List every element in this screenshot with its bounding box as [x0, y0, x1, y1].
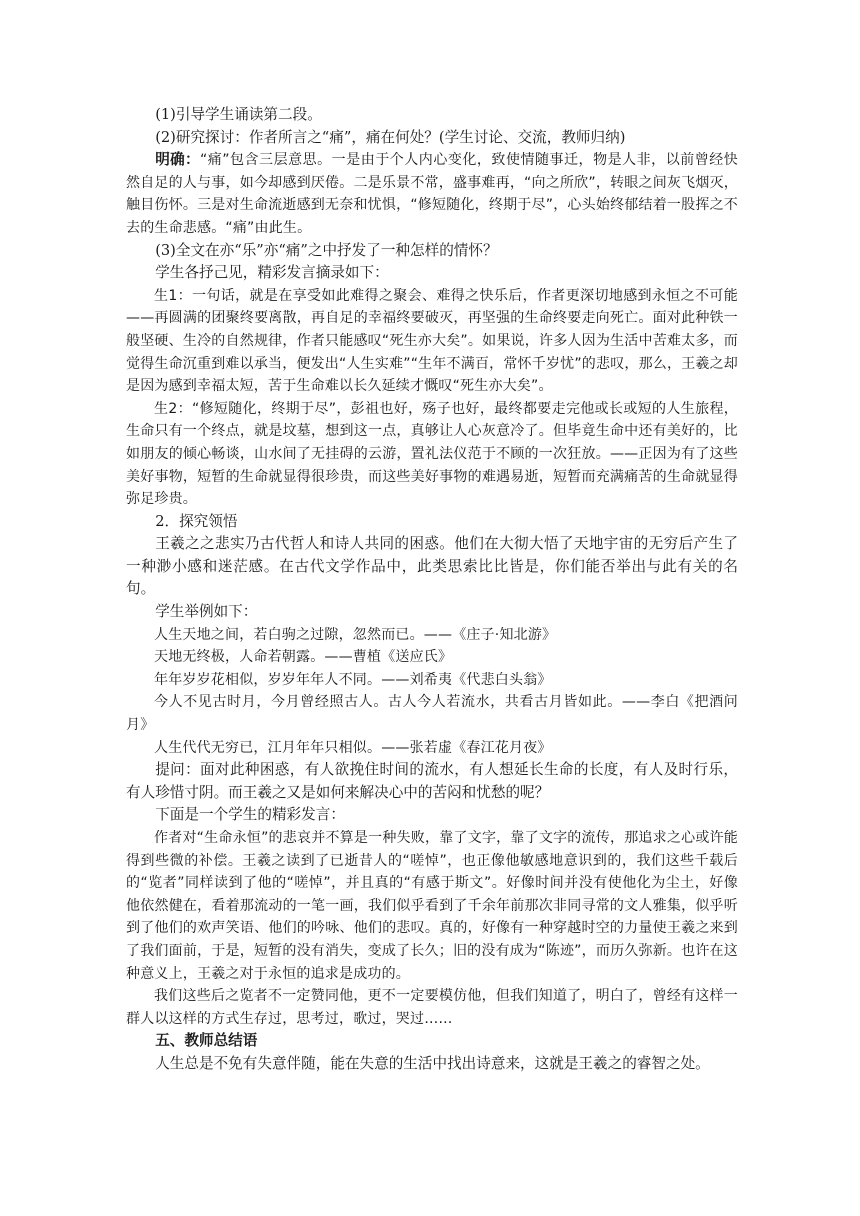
- clarify-text: “痛”包含三层意思。一是由于个人内心变化，致使情随事迁，物是人非，以前曾经快然自足的人与事，如今却感到厌倦。二是乐景不常，盛事难再，“向之所欣”，转眼之间灰飞烟灭，触目伤怀。三是对生命流逝感到无奈和忧惧，“修短随化，终期于尽”，心头始终郁结着一股挥之不去的生命悲感。“痛”由此生。: [126, 152, 738, 236]
- quote-libai: 今人不见古时月，今月曾经照古人。古人今人若流水，共看古月皆如此。——李白《把酒问月》: [126, 694, 738, 734]
- quote-zhuangzi: 人生天地之间，若白驹之过隙，忽然而已。——《庄子·知北游》: [154, 626, 557, 643]
- paragraph-step-3: (3)全文在亦“乐”亦“痛”之中抒发了一种怎样的情怀？: [155, 241, 498, 259]
- document-page: [126, 104, 738, 1076]
- paragraph-summary: 人生总是不免有失意伴随，能在失意的生活中找出诗意来，这就是王羲之的睿智之处。: [155, 1054, 710, 1072]
- paragraph-step-2: (2)研究探讨：作者所言之“痛”，痛在何处？(学生讨论、交流，教师归纳): [155, 128, 626, 146]
- paragraph-question: 提问：面对此种困惑，有人欲挽住时间的流水，有人想延长生命的长度，有人及时行乐，有人珍惜寸阴。而王羲之又是如何来解决心中的苦闷和忧愁的呢？: [126, 761, 738, 801]
- paragraph-explore: 王羲之之悲实乃古代哲人和诗人共同的困惑。他们在大彻大悟了天地宇宙的无穷后产生了一种渺小感和迷茫感。在古代文学作品中，此类思索比比皆是，你们能否举出与此有关的名句。: [126, 535, 738, 598]
- paragraph-speech: 作者对“生命永恒”的悲哀并不算是一种失败，靠了文字，靠了文字的流传，那追求之心或许能得到些微的补偿。王羲之读到了已逝昔人的“嗟悼”，也正像他敏感地意识到的，我们这些千载后的“览者”同样读到了他的“嗟悼”，并且真的“有感于斯文”。好像时间并没有使他化为尘土，好像他依然健在，看着那流动的一笔一画，我们似乎看到了千余年前那次非同寻常的文人雅集，似乎听到了他们的欢声笑语、他们的吟咏、他们的悲叹。真的，好像有一种穿越时空的力量使王羲之来到了我们面前，于是，短暂的没有消失，变成了长久；旧的没有成为“陈迹”，而历久弥新。也许在这种意义上，王羲之对于永恒的追求是成功的。: [126, 830, 738, 982]
- section-heading-explore: 2．探究领悟: [155, 512, 238, 530]
- paragraph-speech-intro: 下面是一个学生的精彩发言：: [155, 806, 345, 824]
- paragraph-examples-intro: 学生举例如下：: [155, 603, 258, 621]
- quote-caozhi: 天地无终极，人命若朝露。——曹植《送应氏》: [154, 649, 453, 666]
- quote-zhangruoxu: 人生代代无穷已，江月年年只相似。——张若虚《春江花月夜》: [154, 739, 552, 756]
- paragraph-student-intro: 学生各抒己见，精彩发言摘录如下：: [155, 264, 389, 282]
- paragraph-step-1: (1)引导学生诵读第二段。: [155, 106, 322, 123]
- paragraph-speech-end: 我们这些后之览者不一定赞同他，更不一定要模仿他，但我们知道了，明白了，曾经有这样一群人以这样的方式生存过，思考过，歌过，哭过……: [126, 988, 738, 1027]
- paragraph-clarify: [126, 149, 738, 239]
- paragraph-student-1: 生1：一句话，就是在享受如此难得之聚会、难得之快乐后，作者更深切地感到永恒之不可能——再圆满的团聚终要离散，再自足的幸福终要破灭，再坚强的生命终要走向死亡。面对此种铁一般坚硬、生冷的自然规律，作者只能感叹“死生亦大矣”。如果说，许多人因为生活中苦难太多，而觉得生命沉重到难以承当，便发出“人生实难”“生年不满百，常怀千岁忧”的悲叹，那么，王羲之却是因为感到幸福太短，苦于生命难以长久延续才慨叹“死生亦大矣”。: [126, 287, 739, 395]
- section-heading-summary: 五、教师总结语: [155, 1032, 258, 1050]
- paragraph-student-2: 生2：“修短随化，终期于尽”，彭祖也好，殇子也好，最终都要走完他或长或短的人生旅程，生命只有一个终点，就是坟墓，想到这一点，真够让人心灰意冷了。但毕竟生命中还有美好的，比如朋友的倾心畅谈，山水间了无挂碍的云游，置礼法仪范于不顾的一次狂放。——正因为有了这些美好事物，短暂的生命就显得很珍贵，而这些美好事物的难遇易逝，短暂而充满痛苦的生命就显得弥足珍贵。: [126, 400, 738, 508]
- clarify-label: 明确：: [155, 151, 200, 169]
- quote-liuxiyi: 年年岁岁花相似，岁岁年年人不同。——刘希夷《代悲白头翁》: [154, 671, 552, 688]
